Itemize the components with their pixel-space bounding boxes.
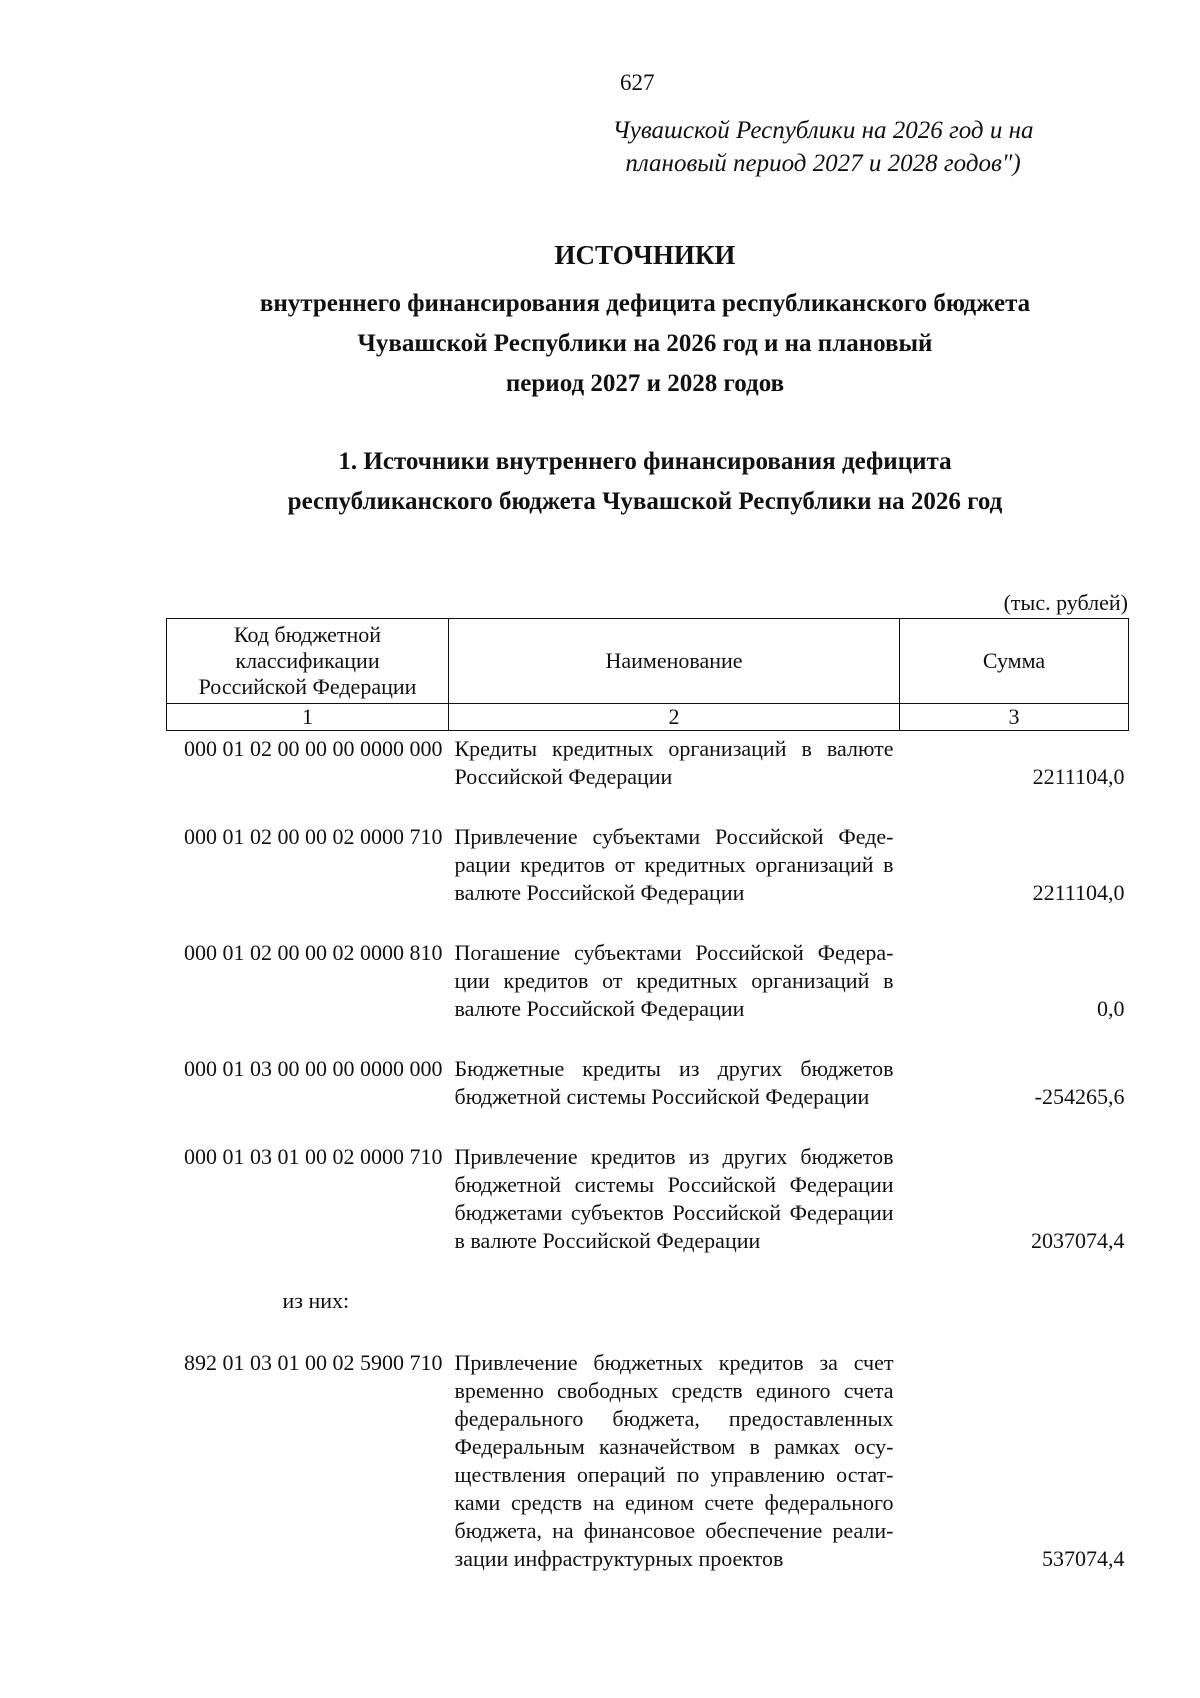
code-cell: 000 01 02 00 00 00 0000 000 [184, 736, 443, 761]
units-label: (тыс. рублей) [1003, 590, 1128, 615]
sum-cell: 2037074,4 [1031, 1228, 1125, 1253]
name-cell: Бюджетные кредиты из других бюджетов бюджетной системы Российской Федерации [454, 1056, 894, 1109]
document-subtitle [140, 284, 1150, 404]
sum-cell: -254265,6 [1034, 1084, 1125, 1109]
header-note-line-1: Чувашской Республики на 2026 год и на [612, 117, 1034, 144]
header-name: Наименование [449, 619, 900, 704]
name-cell: Привлечение кредитов из других бюджетов бюджетной системы Российской Федерации бюджетами субъектов Российской Федерации в валюте Российской Федерации [454, 1144, 894, 1253]
code-cell: 000 01 02 00 00 02 0000 810 [184, 940, 443, 965]
section-title-line-2: республиканского бюджета Чувашской Республики на 2026 год [287, 488, 1003, 515]
table-row [167, 935, 1129, 1051]
name-cell: Привлечение бюджетных кредитов за счет временно свободных средств единого счета федерального бюджета, предоставленных Федеральным казначейством в рамках осуществления операций по управлению остатками средств на едином счете федерального бюджета, на финансовое обеспечение реализации инфраструктурных проектов [454, 1350, 894, 1571]
header-note-line-2: плановый период 2027 и 2028 годов") [625, 150, 1021, 177]
header-sum: Сумма [900, 619, 1129, 704]
section-title-line-1: 1. Источники внутреннего финансирования дефицита [338, 448, 952, 475]
name-cell: Привлечение субъектами Российской Федерации кредитов от кредитных организаций в валюте Российской Федерации [454, 824, 894, 905]
document-title: ИСТОЧНИКИ [554, 240, 736, 270]
table-note-row [167, 1283, 1129, 1345]
sum-cell: 0,0 [1097, 996, 1125, 1021]
table-row [167, 1139, 1129, 1283]
column-number: 2 [449, 704, 900, 731]
code-cell: 000 01 03 00 00 00 0000 000 [184, 1056, 443, 1081]
table-row [167, 731, 1129, 820]
subtitle-line-3: период 2027 и 2028 годов [505, 370, 785, 397]
section-title [140, 442, 1150, 522]
table-header-row [167, 619, 1129, 704]
sum-cell: 537074,4 [1042, 1546, 1125, 1571]
column-number: 3 [900, 704, 1129, 731]
column-numbers-row [167, 704, 1129, 731]
column-number: 1 [167, 704, 449, 731]
code-cell: 892 01 03 01 00 02 5900 710 [184, 1350, 443, 1375]
note-text: из них: [282, 1288, 350, 1313]
name-cell: Кредиты кредитных организаций в валюте Российской Федерации [454, 736, 894, 789]
subtitle-line-2: Чувашской Республики на 2026 год и на плановый [357, 330, 933, 357]
header-code: Код бюджетной классификации Российской Федерации [167, 619, 449, 704]
code-cell: 000 01 02 00 00 02 0000 710 [184, 824, 443, 849]
subtitle-line-1: внутреннего финансирования дефицита республиканского бюджета [259, 290, 1031, 317]
sum-cell: 2211104,0 [1032, 880, 1125, 905]
header-note [560, 114, 1086, 180]
table-row [167, 819, 1129, 935]
page-number: 627 [620, 70, 655, 95]
code-cell: 000 01 03 01 00 02 0000 710 [184, 1144, 443, 1169]
table-row [167, 1051, 1129, 1139]
name-cell: Погашение субъектами Российской Федерации кредитов от кредитных организаций в валюте Российской Федерации [454, 940, 894, 1021]
sources-table [166, 618, 1129, 1601]
table-row [167, 1345, 1129, 1601]
sum-cell: 2211104,0 [1032, 764, 1125, 789]
